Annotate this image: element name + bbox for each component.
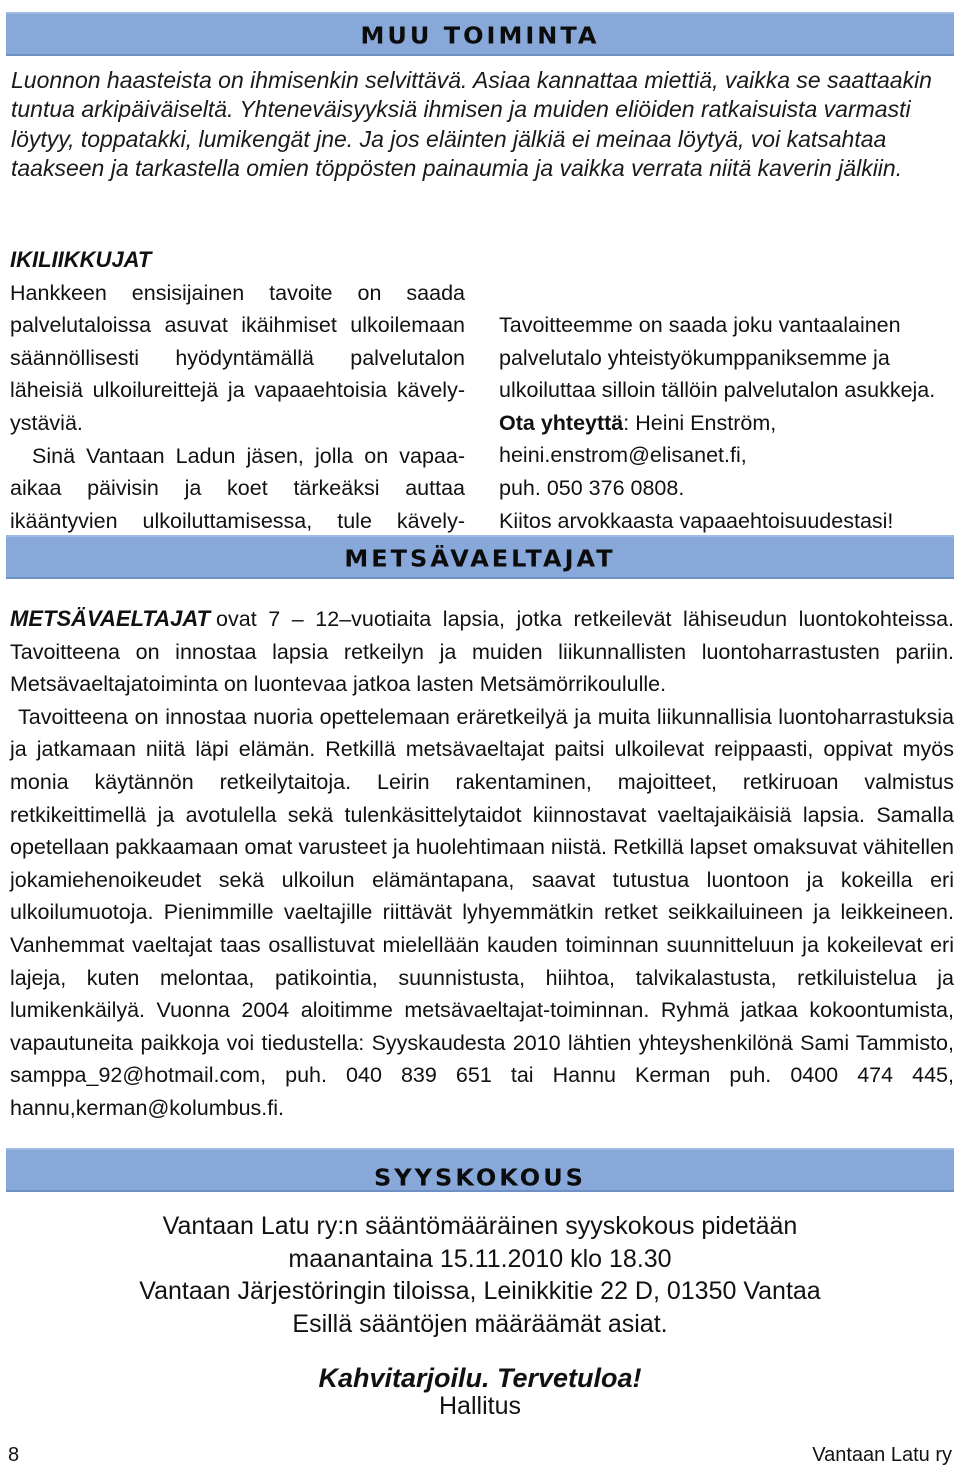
subheading-ikiliikkujat: IKILIIKKUJAT (10, 247, 152, 272)
paragraph: Sinä Vantaan Ladun jäsen, jolla on vapaa-aikaa päivisin ja koet tärkeäksi auttaa ikääntyvien ulkoiluttamisessa, tule kävely- (10, 443, 465, 533)
contact-line (499, 407, 955, 440)
announcement-date: maanantaina 15.11.2010 klo 18.30 (288, 1244, 672, 1273)
section-banner-muu-toiminta (6, 12, 954, 56)
column-left (10, 244, 465, 570)
contact-phone: puh. 050 376 0808. (499, 475, 685, 500)
section-title: SYYSKOKOUS (374, 1164, 586, 1192)
section-title: MUU TOIMINTA (360, 22, 600, 50)
announcement-line: Vantaan Latu ry:n sääntömääräinen syyskokous pidetään (162, 1212, 798, 1240)
lead-word: METSÄVAELTAJAT (10, 606, 211, 631)
intro-paragraph: Luonnon haasteista on ihmisenkin selvittävä. Asiaa kannattaa miettiä, vaikka se saattaakin tuntua arkipäiväiseltä. Yhteneväisyyksiä ihmisen ja muiden eliöiden ratkaisuista varmasti löytyy, toppatakki, lumikengät jne. Ja jos eläinten jälkiä ei meinaa löytyä, voi katsahtaa taakseen ja tarkastella omien töppösten painaumia ja vaikka verrata niitä kaverin jälkiin. (11, 67, 932, 181)
metsavaeltajat-body (10, 603, 954, 1125)
signature: Hallitus (439, 1392, 521, 1420)
contact-label: Ota yhteyttä (499, 410, 624, 435)
publisher-name: Vantaan Latu ry (812, 1444, 952, 1466)
paragraph-text: ovat 7 – 12–vuotiaita lapsia, jotka retkeilevät lähiseudun luontokohteissa. Tavoitteena on innostaa lapsia retkeilyn ja muiden liikunnallisten luontoharrastusten pariin. Metsävaeltajatoiminta on luontevaa jatkoa lasten Metsämörrikoululle. (10, 607, 954, 697)
meeting-announcement (0, 1210, 960, 1340)
closing-line: Kahvitarjoilu. Tervetuloa! (318, 1363, 642, 1393)
section-banner-syyskokous (6, 1148, 954, 1192)
column-right (499, 244, 955, 537)
paragraph: Tavoitteena on innostaa nuoria opettelemaan eräretkeilyä ja muita liikunnallisia luontoharrastuksia ja jatkamaan niitä läpi elämän. Retkillä metsävaeltajat paitsi ulkoilevat reippaasti, oppivat myös monia käytännön retkeilytaitoja. Leirin rakentaminen, majoitteet, retkiruoan valmistus retkikeittimellä ja avotulella sekä tulenkäsittelytaidot kiinnostavat vaeltajaikäisiä lapsia. Samalla opetellaan pakkaamaan omat varusteet ja huolehtimaan niistä. Retkillä lapset omaksuvat vähitellen jokamiehenoikeudet sekä ulkoilun elämäntapana, saavat tutustua luontoon ja kokeilla eri ulkoilumuotoja. Pienimmille vaeltajille riittävät lyhyemmätkin retket seikkailuineen ja leikkeineen. Vanhemmat vaeltajat taas osallistuvat mielellään kauden toiminnan suunnitteluun ja kokeilevat eri lajeja, kuten melontaa, patikointia, suunnistusta, hiihtoa, talvikalastusta, retkiluistelua ja lumikenkäilyä. Vuonna 2004 aloitimme metsävaeltajat-toiminnan. Ryhmä jatkaa kokoontumista, vapautuneita paikkoja voi tiedustella: Syyskaudesta 2010 lähtien yhteyshenkilönä Sami Tammisto, samppa_92@hotmail.com, puh. 040 839 651 tai Hannu Kerman puh. 0400 474 445, hannu,kerman@kolumbus.fi. (10, 704, 954, 1120)
section-title: METSÄVAELTAJAT (344, 545, 616, 573)
paragraph: Tavoitteemme on saada joku vantaalainen palvelutalo yhteistyökumppaniksemme ja ulkoiluttaa silloin tällöin palvelutalon asukkeja. (499, 313, 936, 403)
paragraph: Hankkeen ensisijainen tavoite on saada palvelutaloissa asuvat ikäihmiset ulkoilemaan säännöllisesti hyödyntämällä palvelutalon läheisiä ulkoilureittejä ja vapaaehtoisia kävely-ystäviä. (10, 280, 465, 435)
closing-block (0, 1364, 960, 1420)
announcement-location: Vantaan Järjestöringin tiloissa, Leinikkitie 22 D, 01350 Vantaa (139, 1277, 821, 1306)
section-banner-metsavaeltajat (6, 535, 954, 579)
paragraph (10, 603, 954, 701)
thanks-line: Kiitos arvokkaasta vapaaehtoisuudestasi! (499, 508, 894, 533)
contact-email[interactable]: heini.enstrom@elisanet.fi, (499, 443, 747, 468)
contact-name: : Heini Enström, (623, 410, 777, 435)
page-number: 8 (8, 1444, 20, 1466)
announcement-agenda: Esillä sääntöjen määräämät asiat. (292, 1309, 668, 1338)
